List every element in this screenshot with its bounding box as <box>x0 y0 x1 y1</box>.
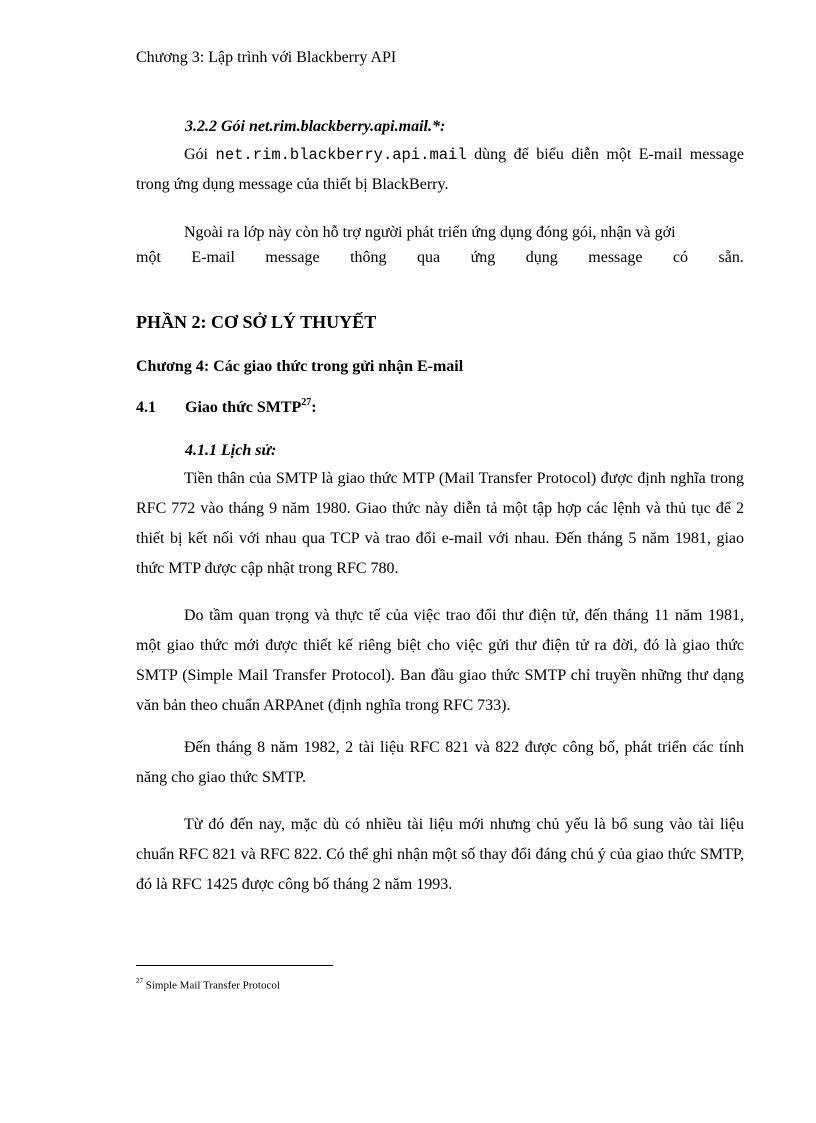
paragraph-history-4: Từ đó đến nay, mặc dù có nhiều tài liệu mới nhưng chủ yếu là bổ sung vào tài liệu chuẩn RFC 821 và RFC 822. Có thể ghi nhận một số thay đổi đáng chú ý của giao thức SMTP, đó là RFC 1425 được công bố tháng 2 năm 1993. <box>136 816 744 893</box>
subsection-heading-4-1-1: 4.1.1 Lịch sử: <box>185 442 277 459</box>
paragraph-text: Gói <box>184 146 216 163</box>
paragraph-text: dùng để biểu diễn một E-mail message trong ứng dụng message của thiết bị BlackBerry. <box>136 146 745 193</box>
page-header: Chương 3: Lập trình với Blackberry API <box>136 49 397 66</box>
chapter-title: Chương 4: Các giao thức trong gửi nhận E-mail <box>136 358 464 375</box>
word: có <box>672 249 689 266</box>
word: ứng <box>470 249 496 266</box>
section-title <box>185 398 317 418</box>
word: dụng <box>525 249 558 266</box>
footnote-separator <box>136 965 333 966</box>
footnote <box>136 974 280 994</box>
paragraph-3-2-2-extra: Ngoài ra lớp này còn hỗ trợ người phát triển ứng dụng đóng gói, nhận và gởi <box>184 224 676 241</box>
section-title-suffix: : <box>311 399 317 416</box>
word: E-mail <box>191 249 235 266</box>
paragraph-history-2: Do tầm quan trọng và thực tế của việc trao đổi thư điện tử, đến tháng 11 năm 1981, một giao thức mới được thiết kế riêng biệt cho việc gửi thư điện tử ra đời, đó là giao thức SMTP (Simple Mail Transfer Protocol). Ban đầu giao thức SMTP chỉ truyền những thư dạng văn bản theo chuẩn ARPAnet (định nghĩa trong RFC 733). <box>136 607 744 714</box>
word: một <box>136 249 161 266</box>
paragraph-history-3: Đến tháng 8 năm 1982, 2 tài liệu RFC 821 và 822 được công bố, phát triển các tính năng cho giao thức SMTP. <box>136 739 744 786</box>
part-title: PHẦN 2: CƠ SỞ LÝ THUYẾT <box>136 312 377 332</box>
footnote-text: Simple Mail Transfer Protocol <box>145 979 280 992</box>
word: sẵn. <box>718 249 744 266</box>
section-number: 4.1 <box>136 399 156 416</box>
word: message <box>265 249 320 266</box>
section-title-text: Giao thức SMTP <box>185 399 302 416</box>
subsection-heading-3-2-2: 3.2.2 Gói net.rim.blackberry.api.mail.*: <box>185 118 446 135</box>
word: message <box>588 249 643 266</box>
word: qua <box>417 249 441 266</box>
word: thông <box>350 249 387 266</box>
paragraph-3-2-2-extra-line2 <box>136 248 744 268</box>
paragraph-history-1: Tiền thân của SMTP là giao thức MTP (Mail Transfer Protocol) được định nghĩa trong RFC 772 vào tháng 9 năm 1980. Giao thức này diễn tả một tập hợp các lệnh và thủ tục để 2 thiết bị kết nối với nhau qua TCP và trao đổi e-mail với nhau. Đến tháng 5 năm 1981, giao thức MTP được cập nhật trong RFC 780. <box>136 470 744 577</box>
package-name-code: net.rim.blackberry.api.mail <box>215 146 467 164</box>
paragraph-3-2-2-intro <box>136 140 744 200</box>
footnote-reference: 27 <box>301 396 312 408</box>
footnote-number: 27 <box>136 977 143 985</box>
